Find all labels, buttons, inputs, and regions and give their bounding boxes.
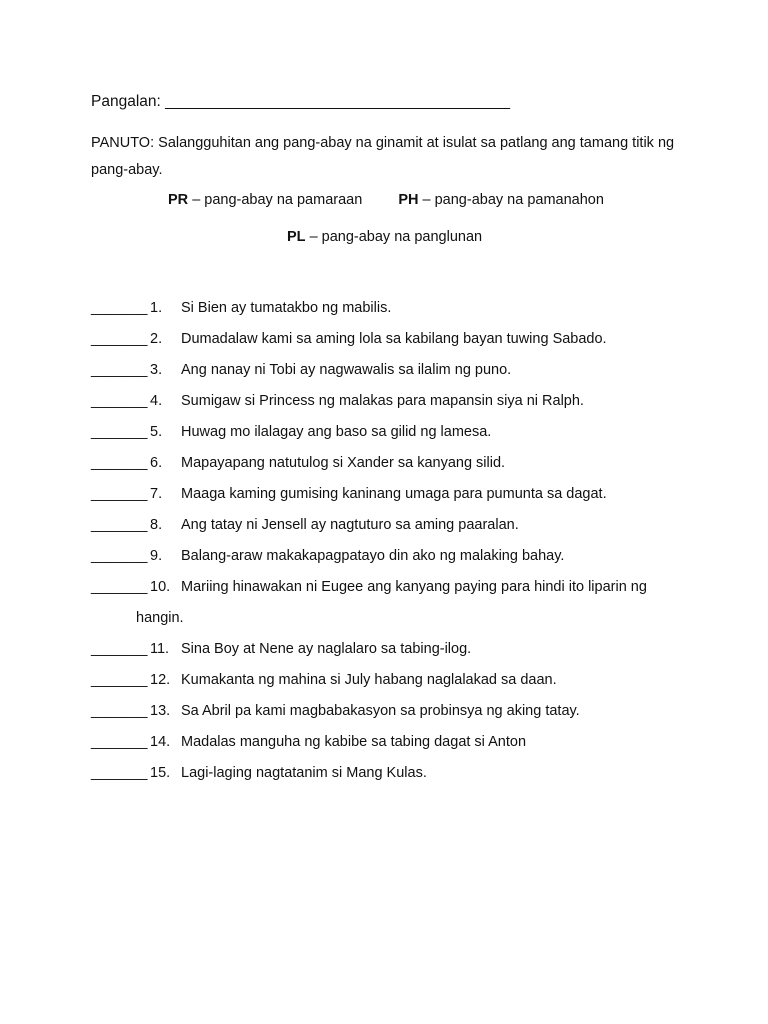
legend-code: PL bbox=[287, 229, 306, 245]
question-text: Madalas manguha ng kabibe sa tabing dagat si Anton bbox=[181, 734, 527, 750]
question-number: 12. bbox=[150, 672, 171, 688]
answer-blank[interactable]: _______ bbox=[91, 300, 148, 316]
question-text: Sa Abril pa kami magbabakasyon sa probinsya ng aking tatay. bbox=[181, 703, 580, 719]
answer-blank[interactable]: _______ bbox=[91, 362, 148, 378]
question-item bbox=[91, 393, 691, 424]
legend-row bbox=[287, 229, 482, 245]
question-text: Sumigaw si Princess ng malakas para mapansin siya ni Ralph. bbox=[181, 393, 584, 409]
question-item bbox=[91, 579, 691, 610]
legend-row bbox=[168, 192, 604, 208]
question-number: 1. bbox=[150, 300, 163, 316]
answer-blank[interactable]: _______ bbox=[91, 672, 148, 688]
name-label: Pangalan: bbox=[91, 93, 161, 110]
question-number: 3. bbox=[150, 362, 163, 378]
name-blank[interactable]: ________________________________________ bbox=[165, 93, 510, 110]
question-number: 4. bbox=[150, 393, 163, 409]
question-item bbox=[91, 641, 691, 672]
legend-item-pl bbox=[287, 229, 482, 245]
question-item bbox=[91, 548, 691, 579]
question-number: 15. bbox=[150, 765, 171, 781]
question-text-continuation: hangin. bbox=[136, 610, 184, 626]
question-item bbox=[91, 331, 691, 362]
question-item bbox=[91, 672, 691, 703]
answer-blank[interactable]: _______ bbox=[91, 331, 148, 347]
answer-blank[interactable]: _______ bbox=[91, 548, 148, 564]
answer-blank[interactable]: _______ bbox=[91, 424, 148, 440]
question-number: 7. bbox=[150, 486, 163, 502]
question-number: 6. bbox=[150, 455, 163, 471]
legend-code: PH bbox=[398, 192, 419, 208]
question-number: 14. bbox=[150, 734, 171, 750]
answer-blank[interactable]: _______ bbox=[91, 486, 148, 502]
question-text: Ang nanay ni Tobi ay nagwawalis sa ilalim ng puno. bbox=[181, 362, 512, 378]
question-item bbox=[91, 300, 691, 331]
answer-blank[interactable]: _______ bbox=[91, 393, 148, 409]
question-text: Mapayapang natutulog si Xander sa kanyang silid. bbox=[181, 455, 506, 471]
question-item bbox=[91, 362, 691, 393]
question-number: 8. bbox=[150, 517, 163, 533]
question-text: Sina Boy at Nene ay naglalaro sa tabing-ilog. bbox=[181, 641, 472, 657]
legend-code: PR bbox=[168, 192, 189, 208]
legend-item-pr bbox=[168, 192, 362, 208]
name-field bbox=[91, 93, 510, 111]
answer-blank[interactable]: _______ bbox=[91, 579, 148, 595]
question-text: Kumakanta ng mahina si July habang naglalakad sa daan. bbox=[181, 672, 557, 688]
answer-blank[interactable]: _______ bbox=[91, 455, 148, 471]
question-number: 2. bbox=[150, 331, 163, 347]
question-text: Lagi-laging nagtatanim si Mang Kulas. bbox=[181, 765, 427, 781]
question-text: Ang tatay ni Jensell ay nagtuturo sa aming paaralan. bbox=[181, 517, 519, 533]
question-item bbox=[91, 486, 691, 517]
legend-desc: – pang-abay na panglunan bbox=[309, 229, 483, 245]
legend-item-ph bbox=[398, 192, 604, 208]
legend-desc: – pang-abay na pamaraan bbox=[192, 192, 363, 208]
legend-desc: – pang-abay na pamanahon bbox=[422, 192, 604, 208]
directions-text: Salangguhitan ang pang-abay na ginamit at isulat sa patlang ang tamang titik ng pang-abay. bbox=[91, 135, 675, 178]
answer-blank[interactable]: _______ bbox=[91, 517, 148, 533]
question-number: 9. bbox=[150, 548, 163, 564]
question-item bbox=[91, 424, 691, 455]
directions bbox=[91, 130, 681, 184]
question-text: Dumadalaw kami sa aming lola sa kabilang bayan tuwing Sabado. bbox=[181, 331, 607, 347]
question-item bbox=[91, 517, 691, 548]
directions-label: PANUTO: bbox=[91, 135, 155, 151]
question-list bbox=[91, 300, 691, 796]
question-text: Huwag mo ilalagay ang baso sa gilid ng lamesa. bbox=[181, 424, 492, 440]
question-item bbox=[91, 703, 691, 734]
question-number: 13. bbox=[150, 703, 171, 719]
question-text: Balang-araw makakapagpatayo din ako ng malaking bahay. bbox=[181, 548, 565, 564]
question-item bbox=[91, 455, 691, 486]
question-number: 11. bbox=[150, 641, 170, 657]
question-item bbox=[91, 765, 691, 796]
answer-blank[interactable]: _______ bbox=[91, 765, 148, 781]
answer-blank[interactable]: _______ bbox=[91, 734, 148, 750]
answer-blank[interactable]: _______ bbox=[91, 703, 148, 719]
question-number: 5. bbox=[150, 424, 163, 440]
question-text: Mariing hinawakan ni Eugee ang kanyang paying para hindi ito liparin ng bbox=[181, 579, 647, 595]
answer-blank[interactable]: _______ bbox=[91, 641, 148, 657]
question-item bbox=[91, 734, 691, 765]
question-text: Si Bien ay tumatakbo ng mabilis. bbox=[181, 300, 392, 316]
question-number: 10. bbox=[150, 579, 171, 595]
question-text: Maaga kaming gumising kaninang umaga para pumunta sa dagat. bbox=[181, 486, 607, 502]
